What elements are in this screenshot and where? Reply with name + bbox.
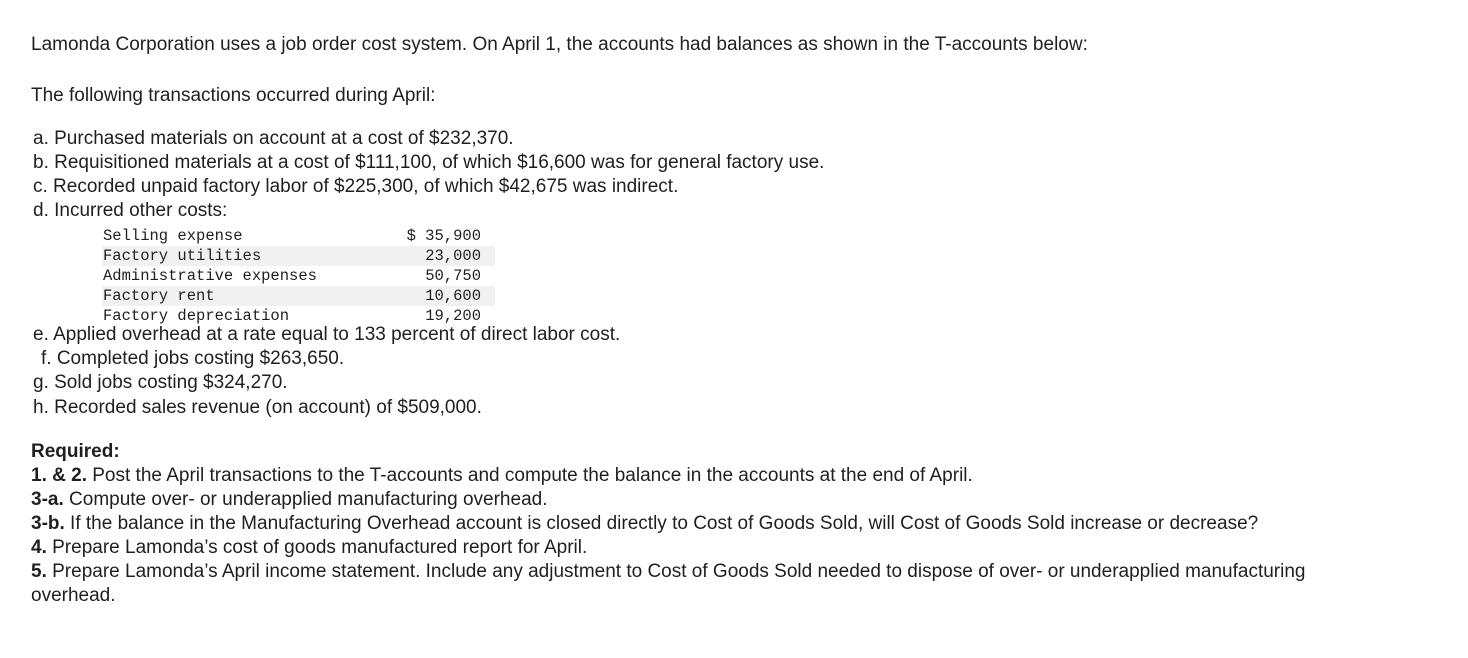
transactions-lead: The following transactions occurred during April: [31, 85, 436, 106]
required-item-number: 1. & 2. [31, 465, 87, 486]
cost-label: Selling expense [103, 227, 243, 245]
other-costs-table [102, 226, 495, 326]
required-title: Required: [31, 441, 120, 462]
required-item [31, 464, 1321, 488]
required-item [31, 536, 1321, 560]
required-item [31, 488, 1321, 512]
cost-label: Factory utilities [102, 246, 385, 266]
transaction-e: e. Applied overhead at a rate equal to 133 percent of direct labor cost. [33, 324, 621, 345]
cost-amount: 23,000 [385, 246, 495, 266]
cost-label: Factory depreciation [103, 307, 290, 325]
required-item-text: Prepare Lamonda’s cost of goods manufactured report for April. [46, 537, 588, 558]
transaction-c: c. Recorded unpaid factory labor of $225,300, of which $42,675 was indirect. [33, 176, 679, 197]
required-item-number: 3-b. [31, 513, 65, 534]
required-item-number: 3-a. [31, 489, 64, 510]
required-section [31, 440, 1321, 608]
transaction-d: d. Incurred other costs: [33, 200, 228, 221]
required-item-text: Prepare Lamonda’s April income statement. Include any adjustment to Cost of Goods Sold needed to dispose of over- or underapplied manufacturing overhead. [31, 561, 1306, 606]
cost-label: Factory rent [102, 286, 385, 306]
cost-amount: 19,200 [425, 307, 481, 325]
transaction-b: b. Requisitioned materials at a cost of $111,100, of which $16,600 was for general factory use. [33, 152, 825, 173]
required-item-number: 5. [31, 561, 47, 582]
table-row [102, 286, 495, 306]
intro-text: Lamonda Corporation uses a job order cost system. On April 1, the accounts had balances as shown in the T-accounts below: [31, 34, 1088, 55]
table-row [102, 246, 495, 266]
required-item [31, 512, 1321, 536]
cost-amount: 50,750 [425, 267, 481, 285]
required-item-text: Compute over- or underapplied manufacturing overhead. [63, 489, 548, 510]
required-item-number: 4. [31, 537, 47, 558]
transaction-h: h. Recorded sales revenue (on account) of $509,000. [33, 397, 482, 418]
cost-amount: $ 35,900 [406, 227, 481, 245]
required-item-text: Post the April transactions to the T-accounts and compute the balance in the accounts at the end of April. [86, 465, 973, 486]
transaction-g: g. Sold jobs costing $324,270. [33, 372, 288, 393]
table-row [102, 266, 495, 286]
cost-amount: 10,600 [385, 286, 495, 306]
transaction-f: f. Completed jobs costing $263,650. [41, 348, 345, 369]
transaction-a: a. Purchased materials on account at a cost of $232,370. [33, 128, 514, 149]
required-item-text: If the balance in the Manufacturing Overhead account is closed directly to Cost of Goods Sold, will Cost of Goods Sold increase or decrease? [64, 513, 1259, 534]
table-row [102, 226, 495, 246]
required-item [31, 560, 1321, 608]
cost-label: Administrative expenses [103, 267, 317, 285]
